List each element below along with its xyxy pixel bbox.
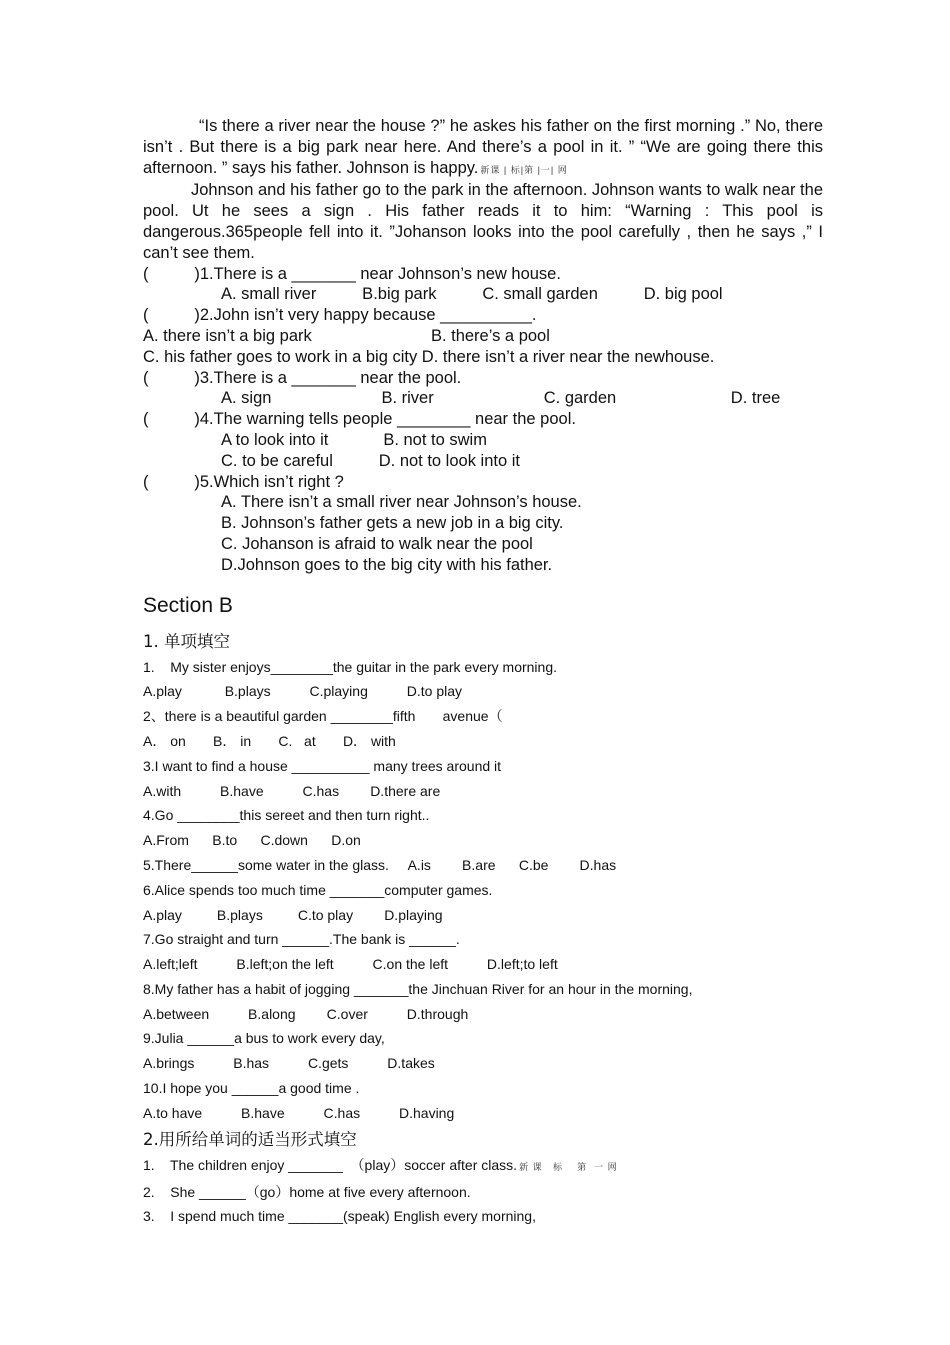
worksheet-page [143, 116, 823, 1232]
list-item: 6.Alice spends too much time _______computer games. [143, 881, 493, 898]
part-1-title: 1. 单项填空 [143, 631, 230, 651]
list-item: A.brings B.has C.gets D.takes [143, 1055, 435, 1072]
question-1-options: A. small river B.big park C. small garden D. big pool [221, 285, 723, 304]
fill-item: 3. I spend much time _______(speak) English every morning, [143, 1208, 536, 1225]
list-item: 10.I hope you ______a good time . [143, 1080, 360, 1097]
list-item: A.play B.plays C.playing D.to play [143, 683, 463, 700]
question-1: ( )1.There is a _______ near Johnson’s new house. [143, 264, 561, 283]
question-4: ( )4.The warning tells people ________ near the pool. [143, 410, 576, 429]
question-4-options-b: C. to be careful D. not to look into it [221, 451, 520, 470]
question-3: ( )3.There is a _______ near the pool. [143, 368, 462, 387]
question-2-options-a: A. there isn’t a big park B. there’s a pool [143, 326, 550, 345]
list-item: A.From B.to C.down D.on [143, 832, 361, 849]
list-item: 7.Go straight and turn ______.The bank is ______. [143, 931, 460, 948]
list-item: 1. My sister enjoys________the guitar in the park every morning. [143, 658, 557, 675]
watermark-text: 新课 | 标|第 |一| 网 [480, 164, 568, 175]
list-item: 4.Go ________this sereet and then turn right.. [143, 807, 430, 824]
list-item: A.between B.along C.over D.through [143, 1005, 469, 1022]
question-5-option-a: A. There isn’t a small river near Johnson’s house. [221, 493, 582, 512]
list-item: 9.Julia ______a bus to work every day, [143, 1030, 385, 1047]
fill-item: 2. She ______（go）home at five every afternoon. [143, 1183, 471, 1200]
reading-paragraph-2: Johnson and his father go to the park in the afternoon. Johnson wants to walk near the pool. Ut he sees a sign . His father reads it to him: “Warning : This pool is dangerous.365people fell into it. ”Johanson looks into the pool carefully , then he says ,” I can’t see them. [143, 181, 823, 262]
question-5-option-b: B. Johnson’s father gets a new job in a big city. [221, 514, 564, 533]
fill-item-text: 1. The children enjoy _______ （play）soccer after class. [143, 1156, 518, 1173]
part-2-title: 2.用所给单词的适当形式填空 [143, 1129, 357, 1149]
question-5-option-d: D.Johnson goes to the big city with his father. [221, 555, 553, 574]
reading-paragraph-1-text: “Is there a river near the house ?” he askes his father on the first morning .” No, there isn’t . But there is a big park near here. And there’s a pool in it. ” “We are going there this afternoon. ” says his father. Johnson is happy. [143, 117, 823, 177]
question-2-options-b: C. his father goes to work in a big city D. there isn’t a river near the newhouse. [143, 347, 715, 366]
list-item: 5.There______some water in the glass. A.is B.are C.be D.has [143, 856, 617, 873]
question-4-options-a: A to look into it B. not to swim [221, 430, 487, 449]
list-item: 8.My father has a habit of jogging _______the Jinchuan River for an hour in the morning, [143, 980, 693, 997]
list-item: 3.I want to find a house __________ many trees around it [143, 757, 502, 774]
list-item: A.with B.have C.has D.there are [143, 782, 441, 799]
question-5-option-c: C. Johanson is afraid to walk near the pool [221, 534, 533, 553]
reading-paragraph-1 [143, 116, 823, 180]
watermark-text: 新 课 标 第 一 网 [519, 1161, 618, 1172]
list-item: A.to have B.have C.has D.having [143, 1104, 455, 1121]
list-item: 2、there is a beautiful garden ________fifth avenue（ [143, 708, 503, 725]
list-item: A.left;left B.left;on the left C.on the left D.left;to left [143, 956, 558, 973]
list-item: A． on B． in C. at D． with [143, 732, 396, 749]
section-title: Section B [143, 593, 233, 617]
question-3-options: A. sign B. river C. garden D. tree [221, 389, 781, 408]
question-5: ( )5.Which isn’t right ? [143, 472, 344, 491]
question-2: ( )2.John isn’t very happy because __________. [143, 306, 537, 325]
list-item: A.play B.plays C.to play D.playing [143, 906, 443, 923]
fill-item [143, 1156, 823, 1176]
